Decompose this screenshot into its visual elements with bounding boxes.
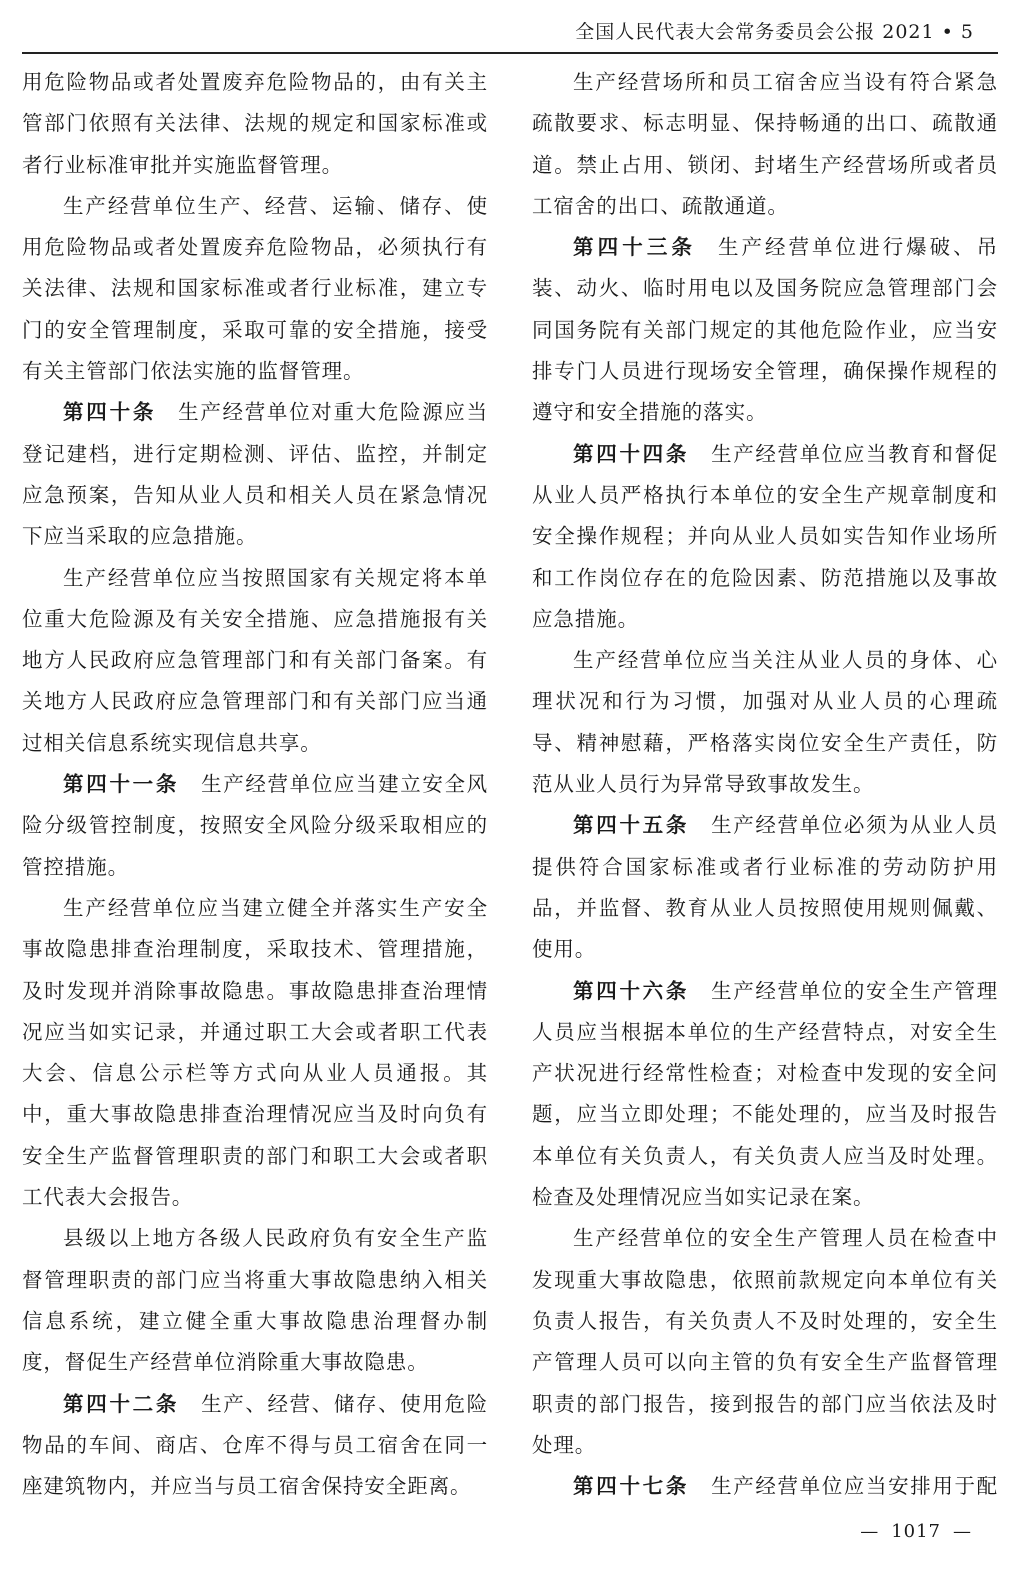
paragraph-text: 生产经营单位的安全生产管理人员在检查中发现重大事故隐患，依照前款规定向本单位有关负责人报告，有关负责人不及时处理的，安全生产管理人员可以向主管的负有安全生产监督管理职责的部门报告，接到报告的部门应当依法及时处理。 bbox=[532, 1226, 998, 1457]
article-number: 第四十四条 bbox=[573, 441, 690, 466]
paragraph-text: 生产经营单位应当建立安全风险分级管控制度，按照安全风险分级采取相应的管控措施。 bbox=[22, 772, 489, 879]
article-paragraph bbox=[532, 805, 998, 970]
paragraph bbox=[22, 888, 488, 1218]
paragraph-text: 生产经营单位应当建立健全并落实生产安全事故隐患排查治理制度，采取技术、管理措施，及时发现并消除事故隐患。事故隐患排查治理情况应当如实记录，并通过职工大会或者职工代表大会、信息公示栏等方式向从业人员通报。其中，重大事故隐患排查治理情况应当及时向负有安全生产监督管理职责的部门和职工大会或者职工代表大会报告。 bbox=[22, 895, 488, 1210]
footer-dash-right: — bbox=[953, 1521, 972, 1542]
right-column bbox=[532, 62, 998, 1507]
article-number: 第四十三条 bbox=[573, 235, 697, 260]
page-footer bbox=[848, 1521, 984, 1542]
journal-title: 全国人民代表大会常务委员会公报 2021 • 5 bbox=[575, 21, 974, 43]
paragraph bbox=[22, 62, 488, 186]
paragraph bbox=[22, 558, 488, 764]
page-number: 1017 bbox=[891, 1521, 941, 1542]
paragraph-text: 生产、经营、储存、使用危险物品的车间、商店、仓库不得与员工宿舍在同一座建筑物内，并应当与员工宿舍保持安全距离。 bbox=[22, 1391, 489, 1499]
paragraph-text: 生产经营单位应当教育和督促从业人员严格执行本单位的安全生产规章制度和安全操作规程；并向从业人员如实告知作业场所和工作岗位存在的危险因素、防范措施以及事故应急措施。 bbox=[532, 441, 999, 631]
paragraph-text: 生产经营单位应当关注从业人员的身体、心理状况和行为习惯，加强对从业人员的心理疏导、精神慰藉，严格落实岗位安全生产责任，防范从业人员行为异常导致事故发生。 bbox=[532, 648, 998, 797]
paragraph bbox=[22, 186, 488, 392]
article-number: 第四十条 bbox=[63, 400, 157, 425]
paragraph-text: 生产经营单位应当安排用于配 bbox=[711, 1474, 999, 1499]
paragraph-text: 生产经营单位对重大危险源应当登记建档，进行定期检测、评估、监控，并制定应急预案，告知从业人员和相关人员在紧急情况下应当采取的应急措施。 bbox=[22, 400, 488, 549]
article-number: 第四十五条 bbox=[573, 813, 690, 838]
paragraph bbox=[532, 1218, 998, 1466]
paragraph bbox=[22, 1218, 488, 1383]
article-paragraph bbox=[22, 1384, 488, 1508]
paragraph-text: 用危险物品或者处置废弃危险物品的，由有关主管部门依照有关法律、法规的规定和国家标准或者行业标准审批并实施监督管理。 bbox=[22, 70, 488, 177]
page-header bbox=[22, 0, 998, 54]
article-paragraph bbox=[532, 971, 998, 1219]
paragraph-text: 生产经营场所和员工宿舍应当设有符合紧急疏散要求、标志明显、保持畅通的出口、疏散通道。禁止占用、锁闭、封堵生产经营场所或者员工宿舍的出口、疏散通道。 bbox=[532, 70, 998, 218]
paragraph-text: 生产经营单位必须为从业人员提供符合国家标准或者行业标准的劳动防护用品，并监督、教育从业人员按照使用规则佩戴、使用。 bbox=[532, 813, 999, 962]
article-paragraph bbox=[532, 434, 998, 640]
article-number: 第四十七条 bbox=[573, 1474, 690, 1499]
article-paragraph bbox=[532, 1466, 998, 1507]
article-number: 第四十二条 bbox=[63, 1391, 180, 1416]
article-paragraph bbox=[22, 764, 488, 888]
paragraph-text: 生产经营单位进行爆破、吊装、动火、临时用电以及国务院应急管理部门会同国务院有关部门规定的其他危险作业，应当安排专门人员进行现场安全管理，确保操作规程的遵守和安全措施的落实。 bbox=[532, 235, 998, 425]
paragraph-text: 生产经营单位的安全生产管理人员应当根据本单位的生产经营特点，对安全生产状况进行经常性检查；对检查中发现的安全问题，应当立即处理；不能处理的，应当及时报告本单位有关负责人，有关负责人应当及时处理。检查及处理情况应当如实记录在案。 bbox=[532, 978, 999, 1210]
paragraph-text: 生产经营单位应当按照国家有关规定将本单位重大危险源及有关安全措施、应急措施报有关地方人民政府应急管理部门和有关部门备案。有关地方人民政府应急管理部门和有关部门应当通过相关信息系统实现信息共享。 bbox=[22, 565, 488, 755]
paragraph bbox=[532, 62, 998, 227]
article-number: 第四十六条 bbox=[573, 978, 690, 1003]
left-column bbox=[22, 62, 488, 1507]
paragraph-text: 县级以上地方各级人民政府负有安全生产监督管理职责的部门应当将重大事故隐患纳入相关信息系统，建立健全重大事故隐患治理督办制度，督促生产经营单位消除重大事故隐患。 bbox=[22, 1226, 488, 1375]
paragraph bbox=[532, 640, 998, 805]
article-number: 第四十一条 bbox=[63, 772, 180, 797]
footer-dash-left: — bbox=[860, 1521, 880, 1542]
paragraph-text: 生产经营单位生产、经营、运输、储存、使用危险物品或者处置废弃危险物品，必须执行有关法律、法规和国家标准或者行业标准，建立专门的安全管理制度，采取可靠的安全措施，接受有关主管部门依法实施的监督管理。 bbox=[22, 193, 488, 384]
article-paragraph bbox=[22, 392, 488, 557]
article-paragraph bbox=[532, 227, 998, 433]
